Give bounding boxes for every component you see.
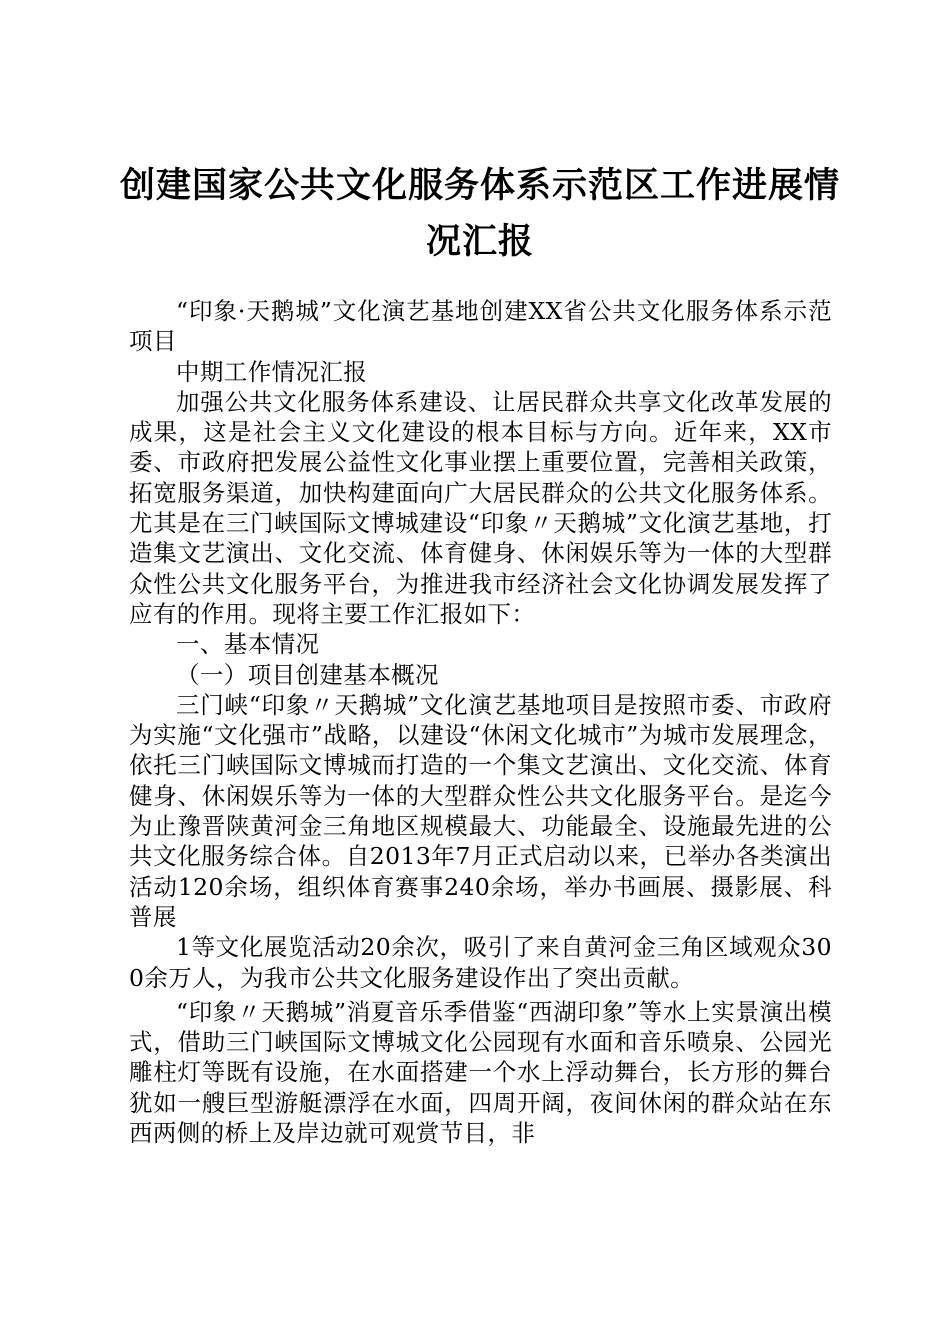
document-body [129,296,832,1148]
report-subtitle: 中期工作情况汇报 [176,357,368,386]
exhibition-stats-paragraph: 1等文化展览活动20余次，吸引了来自黄河金三角区域观众300余万人，为我市公共文化服务建设作出了突出贡献。 [129,933,832,992]
section-heading-basic-situation: 一、基本情况 [176,630,320,659]
project-overview-paragraph: 三门峡“印象〃天鹅城”文化演艺基地项目是按照市委、市政府为实施“文化强市”战略，以建设“休闲文化城市”为城市发展理念，依托三门峡国际文博城而打造的一个集文艺演出、文化交流、体育健身、休闲娱乐等为一体的大型群众性公共文化服务平台。是迄今为止豫晋陕黄河金三角地区规模最大、功能最全、设施最先进的公共文化服务综合体。自2013年7月正式启动以来，已举办各类演出活动120余场，组织体育赛事240余场，举办书画展、摄影展、科普展 [129,690,832,931]
title-line-1: 创建国家公共文化服务体系示范区工作进展情 [120,166,841,206]
document-title [120,160,840,268]
title-line-2: 况汇报 [425,222,534,262]
subsection-heading-project-overview: （一）项目创建基本概况 [176,660,439,689]
intro-paragraph: 加强公共文化服务体系建设、让居民群众共享文化改革发展的成果，这是社会主义文化建设的根本目标与方向。近年来，XX市委、市政府把发展公益性文化事业摆上重要位置，完善相关政策，拓宽服务渠道，加快构建面向广大居民群众的公共文化服务体系。尤其是在三门峡国际文博城建设“印象〃天鹅城”文化演艺基地，打造集文艺演出、文化交流、体育健身、休闲娱乐等为一体的大型群众性公共文化服务平台，为推进我市经济社会文化协调发展发挥了应有的作用。现将主要工作汇报如下： [129,387,832,628]
project-name-paragraph: “印象·天鹅城”文化演艺基地创建XX省公共文化服务体系示范项目 [129,297,832,356]
music-season-paragraph: “印象〃天鹅城”消夏音乐季借鉴“西湖印象”等水上实景演出模式，借助三门峡国际文博城文化公园现有水面和音乐喷泉、公园光雕柱灯等既有设施，在水面搭建一个水上浮动舞台，长方形的舞台犹如一艘巨型游艇漂浮在水面，四周开阔，夜间休闲的群众站在东西两侧的桥上及岸边就可观赏节目，非 [129,997,832,1148]
